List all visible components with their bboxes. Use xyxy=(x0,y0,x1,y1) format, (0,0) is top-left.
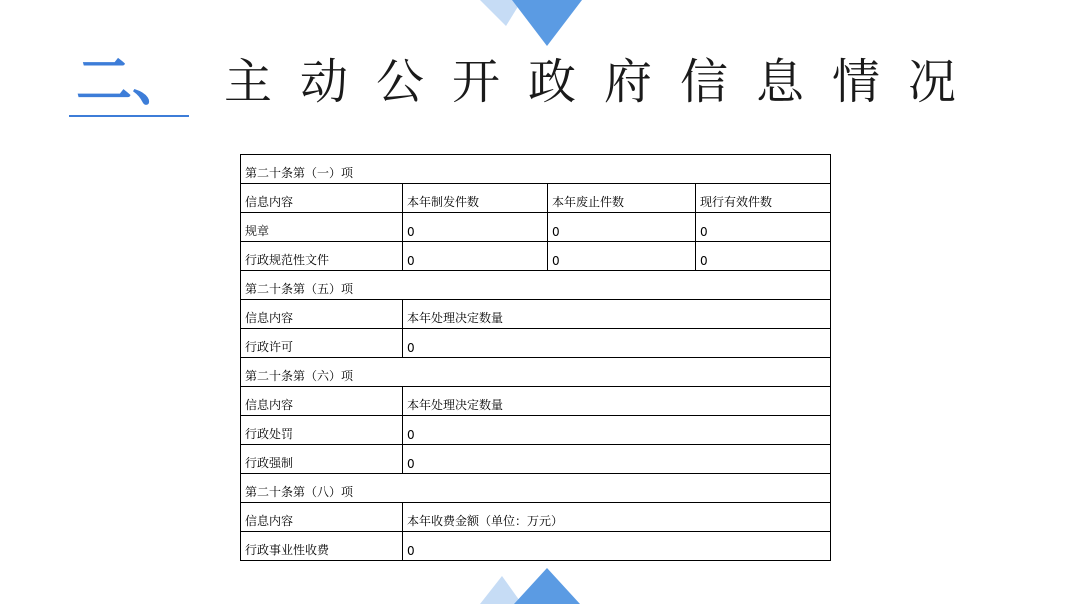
table-cell xyxy=(241,445,403,474)
column-header-cell xyxy=(403,387,831,416)
section-header-row xyxy=(241,474,831,503)
table-row xyxy=(241,445,831,474)
table-cell xyxy=(548,242,696,271)
table-row xyxy=(241,416,831,445)
dark-triangle-shape xyxy=(512,0,582,46)
column-header-row xyxy=(241,184,831,213)
info-disclosure-table xyxy=(240,154,831,561)
table-cell xyxy=(548,213,696,242)
section-header-label: 第二十条第（六）项 xyxy=(245,369,354,383)
top-triangle-decoration xyxy=(476,0,586,48)
section-header-row xyxy=(241,358,831,387)
cell-value: 0 xyxy=(700,254,708,268)
table-cell xyxy=(696,213,831,242)
column-header-cell xyxy=(241,300,403,329)
light-triangle-shape xyxy=(480,576,522,604)
column-header-label: 信息内容 xyxy=(245,195,294,209)
cell-label: 行政强制 xyxy=(245,456,294,470)
column-header-label: 本年废止件数 xyxy=(552,195,625,209)
section-header-label: 第二十条第（八）项 xyxy=(245,485,354,499)
section-header-label: 第二十条第（一）项 xyxy=(245,166,354,180)
section-header-label: 第二十条第（五）项 xyxy=(245,282,354,296)
column-header-cell xyxy=(403,503,831,532)
section-number-underline xyxy=(69,115,189,117)
column-header-label: 本年处理决定数量 xyxy=(407,398,504,412)
section-number: 二、 xyxy=(76,49,188,114)
column-header-label: 本年收费金额（单位：万元） xyxy=(407,514,564,528)
section-header-cell xyxy=(241,358,831,387)
cell-value: 0 xyxy=(407,457,415,471)
column-header-cell xyxy=(241,503,403,532)
cell-value: 0 xyxy=(407,341,415,355)
column-header-cell xyxy=(241,387,403,416)
cell-value: 0 xyxy=(552,254,560,268)
cell-label: 规章 xyxy=(245,224,270,238)
table-cell xyxy=(241,532,403,561)
cell-value: 0 xyxy=(552,225,560,239)
dark-triangle-shape xyxy=(514,568,580,604)
column-header-label: 本年处理决定数量 xyxy=(407,311,504,325)
section-header-cell xyxy=(241,474,831,503)
column-header-label: 信息内容 xyxy=(245,398,294,412)
page-title: 主动公开政府信息情况 xyxy=(224,54,985,110)
column-header-label: 现行有效件数 xyxy=(700,195,773,209)
table-row xyxy=(241,532,831,561)
table-cell xyxy=(403,532,831,561)
table-cell xyxy=(403,445,831,474)
cell-value: 0 xyxy=(407,544,415,558)
column-header-row xyxy=(241,503,831,532)
column-header-cell xyxy=(696,184,831,213)
table-cell xyxy=(403,329,831,358)
bottom-triangle-decoration xyxy=(476,568,586,604)
column-header-label: 信息内容 xyxy=(245,311,294,325)
table-row xyxy=(241,213,831,242)
column-header-cell xyxy=(241,184,403,213)
cell-value: 0 xyxy=(700,225,708,239)
cell-label: 行政事业性收费 xyxy=(245,543,330,557)
table-cell xyxy=(241,213,403,242)
table-cell xyxy=(403,242,548,271)
column-header-row xyxy=(241,387,831,416)
column-header-label: 本年制发件数 xyxy=(407,195,480,209)
table-cell xyxy=(241,329,403,358)
table-cell xyxy=(403,213,548,242)
section-header-cell xyxy=(241,155,831,184)
section-header-row xyxy=(241,271,831,300)
table-cell xyxy=(241,416,403,445)
section-header-row xyxy=(241,155,831,184)
column-header-label: 信息内容 xyxy=(245,514,294,528)
column-header-row xyxy=(241,300,831,329)
table-cell xyxy=(403,416,831,445)
section-header-cell xyxy=(241,271,831,300)
table-row xyxy=(241,242,831,271)
table-row xyxy=(241,329,831,358)
table-cell xyxy=(241,242,403,271)
cell-value: 0 xyxy=(407,225,415,239)
table-cell xyxy=(696,242,831,271)
cell-value: 0 xyxy=(407,254,415,268)
cell-label: 行政许可 xyxy=(245,340,294,354)
column-header-cell xyxy=(548,184,696,213)
column-header-cell xyxy=(403,184,548,213)
column-header-cell xyxy=(403,300,831,329)
cell-value: 0 xyxy=(407,428,415,442)
cell-label: 行政规范性文件 xyxy=(245,253,330,267)
cell-label: 行政处罚 xyxy=(245,427,294,441)
